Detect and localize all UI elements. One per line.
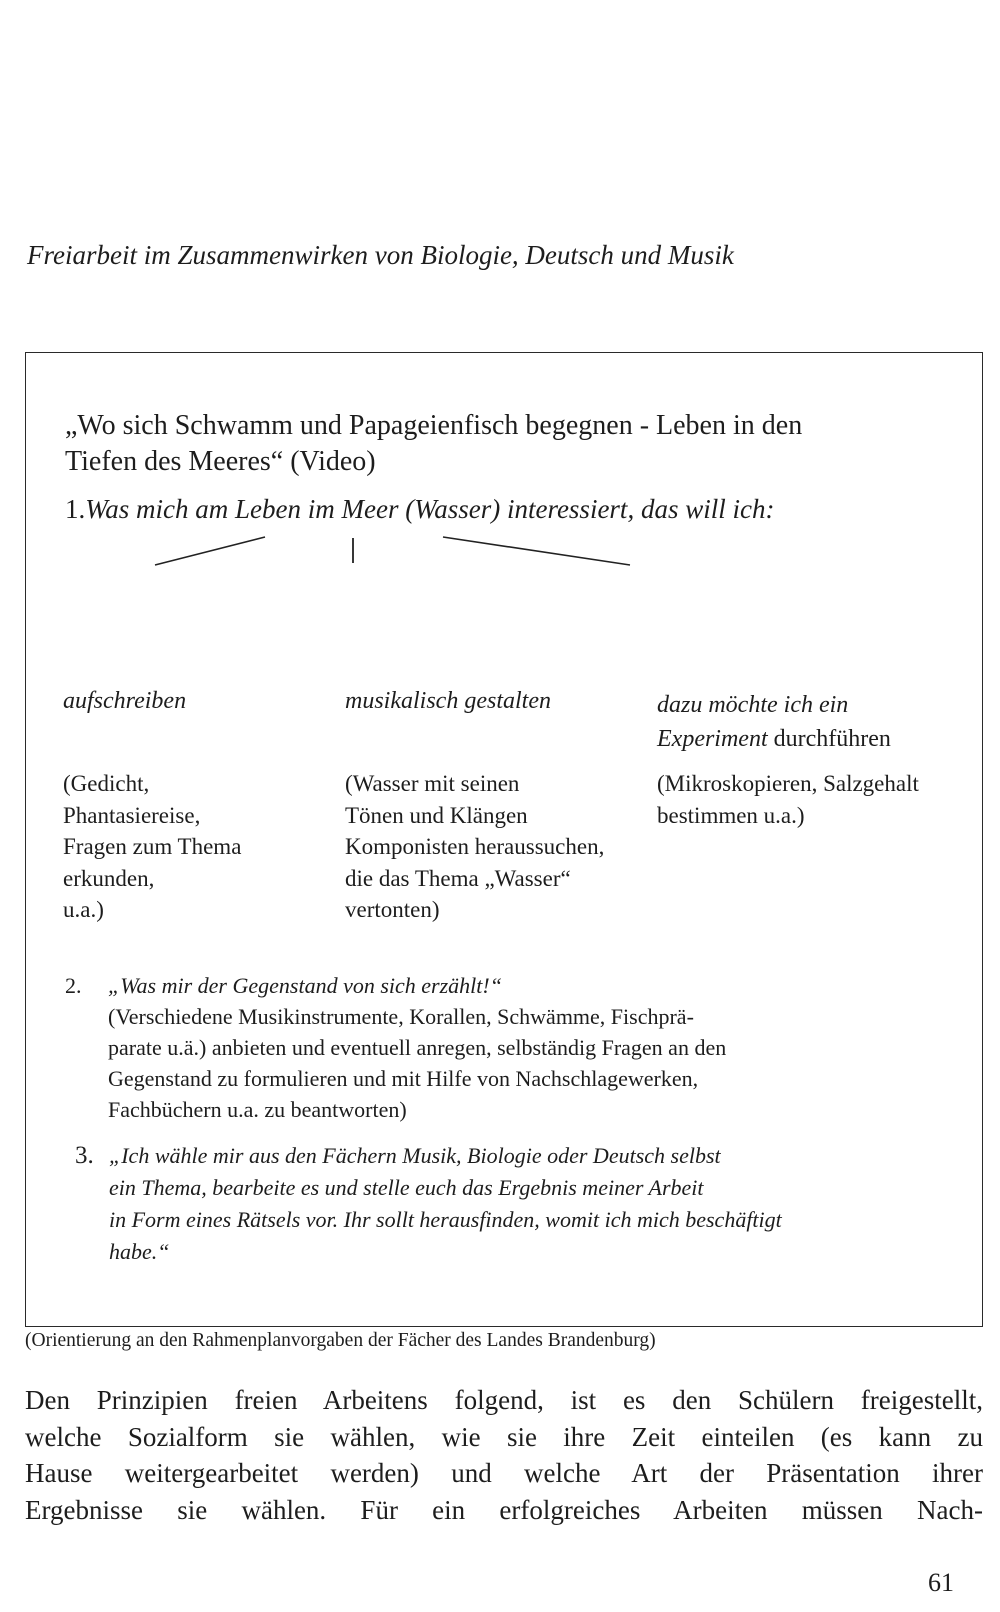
column-head-write: aufschreiben [63, 688, 187, 714]
source-note: (Orientierung an den Rahmenplanvorgaben der Fächer des Landes Brandenburg) [25, 1330, 656, 1351]
column-body-line: Komponisten heraussuchen, [345, 834, 605, 859]
question-3 [75, 1140, 782, 1268]
column-body-line: bestimmen u.a.) [657, 802, 805, 828]
question-3-number: 3. [75, 1142, 94, 1169]
body-line: Den Prinzipien freien Arbeitens folgend, ist es den Schülern freigestellt, [25, 1385, 983, 1415]
column-body-line: Phantasiereise, [63, 802, 201, 828]
body-line: Hause weitergearbeitet werden) und welche Art der Präsentation ihrer [25, 1458, 983, 1488]
column-body-experiment [657, 768, 919, 831]
question-3-line: „Ich wähle mir aus den Fächern Musik, Biologie oder Deutsch selbst [109, 1143, 721, 1168]
question-2-detail-line: Gegenstand zu formulieren und mit Hilfe von Nachschlagewerken, [108, 1066, 699, 1091]
column-body-line: u.a.) [63, 897, 104, 922]
column-body-line: vertonten) [345, 897, 440, 922]
column-body-music [345, 768, 604, 926]
question-1-text: Was mich am Leben im Meer (Wasser) interessiert, das will ich: [85, 494, 775, 524]
column-body-line: erkunden, [63, 865, 155, 891]
column-body-line: Fragen zum Thema [63, 834, 242, 859]
column-head-experiment-line-2: Experiment durchführen [657, 726, 891, 752]
question-2-number: 2. [65, 973, 82, 998]
question-2-title: „Was mir der Gegenstand von sich erzählt!“ [108, 973, 502, 998]
body-paragraph [25, 1382, 983, 1528]
body-line: Ergebnisse sie wählen. Für ein erfolgreiches Arbeiten müssen Nach- [25, 1494, 983, 1525]
question-3-line: habe.“ [109, 1239, 170, 1264]
column-head-experiment [657, 688, 891, 756]
column-body-line: die das Thema „Wasser“ [345, 865, 571, 891]
question-1 [65, 494, 774, 525]
question-3-line: in Form eines Rätsels vor. Ihr sollt herausfinden, womit ich mich beschäftigt [109, 1207, 782, 1232]
page-number: 61 [928, 1568, 954, 1597]
question-2-detail-line: Fachbüchern u.a. zu beantworten) [108, 1097, 407, 1122]
video-title-line-1: „Wo sich Schwamm und Papageienfisch begegnen - Leben in den [65, 410, 803, 441]
column-head-experiment-line-1: dazu möchte ich ein [657, 692, 849, 718]
column-body-line: (Wasser mit seinen [345, 771, 520, 796]
column-body-line: (Mikroskopieren, Salzgehalt [657, 771, 919, 796]
column-body-line: (Gedicht, [63, 771, 150, 796]
column-head-music: musikalisch gestalten [345, 688, 551, 714]
column-body-line: Tönen und Klängen [345, 802, 528, 828]
question-3-line: ein Thema, bearbeite es und stelle euch das Ergebnis meiner Arbeit [109, 1175, 704, 1200]
body-line: welche Sozialform sie wählen, wie sie ihre Zeit einteilen (es kann zu [25, 1421, 983, 1452]
question-2-detail-line: (Verschiedene Musikinstrumente, Korallen, Schwämme, Fischprä- [108, 1004, 694, 1029]
section-heading: Freiarbeit im Zusammenwirken von Biologie, Deutsch und Musik [27, 240, 734, 270]
video-title-line-2: Tiefen des Meeres“ (Video) [65, 446, 376, 477]
question-1-number: 1. [65, 494, 86, 524]
column-body-write [63, 768, 241, 926]
question-2 [65, 970, 726, 1125]
question-2-detail-line: parate u.ä.) anbieten und eventuell anregen, selbständig Fragen an den [108, 1035, 727, 1060]
